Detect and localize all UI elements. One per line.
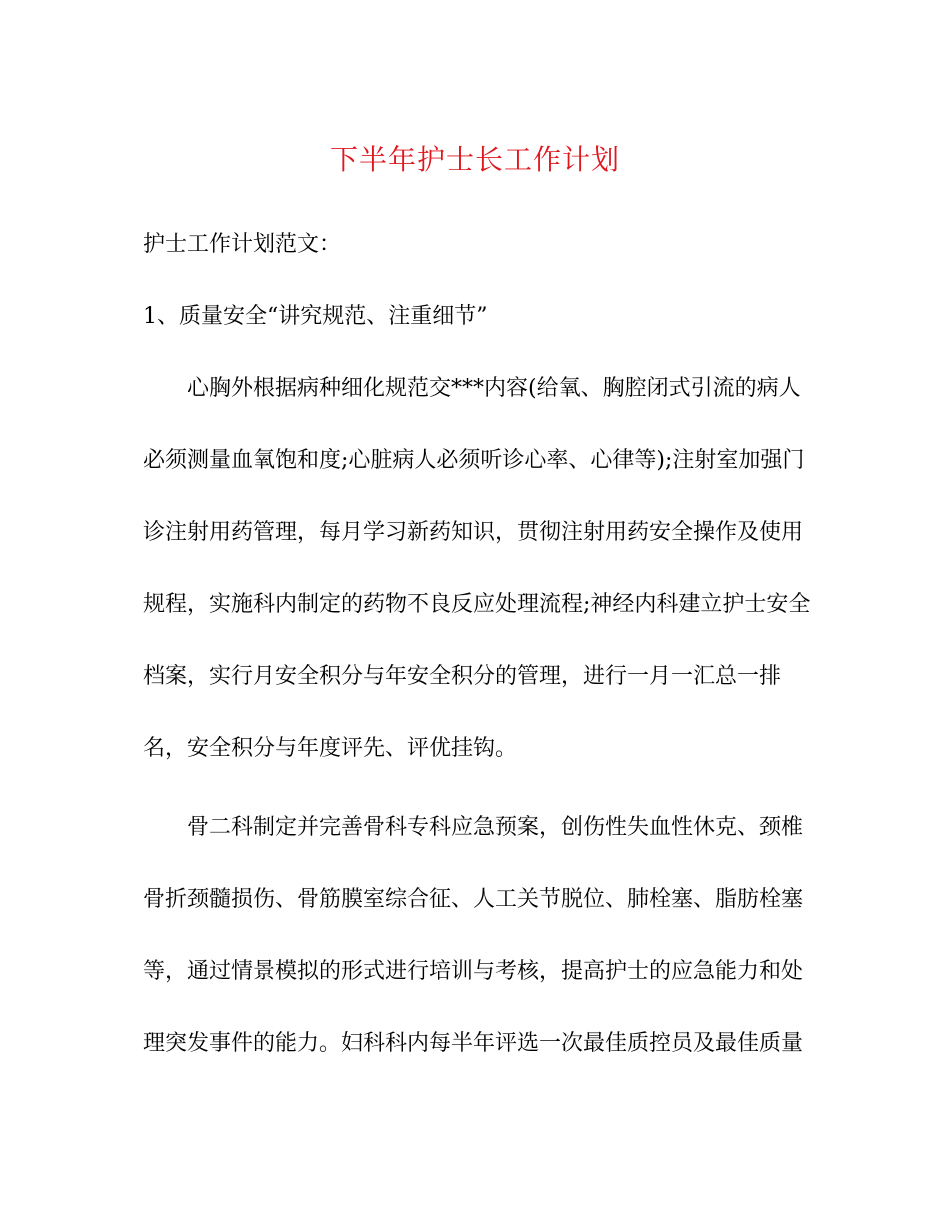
paragraph-1-line-4: 规程，实施科内制定的药物不良反应处理流程;神经内科建立护士安全 bbox=[143, 592, 811, 617]
paragraph-1-line-1: 心胸外根据病种细化规范交***内容(给氧、胸腔闭式引流的病人 bbox=[187, 376, 801, 401]
paragraph-2-line-4: 理突发事件的能力。妇科科内每半年评选一次最佳质控员及最佳质量 bbox=[143, 1031, 804, 1056]
paragraph-2-line-1: 骨二科制定并完善骨科专科应急预案，创伤性失血性休克、颈椎 bbox=[187, 815, 804, 840]
document-title: 下半年护士长工作计划 bbox=[329, 143, 620, 176]
paragraph-1-line-6: 名，安全积分与年度评先、评优挂钩。 bbox=[143, 736, 518, 761]
paragraph-2-line-3: 等，通过情景模拟的形式进行培训与考核，提高护士的应急能力和处 bbox=[143, 959, 804, 984]
paragraph-1-line-3: 诊注射用药管理，每月学习新药知识，贯彻注射用药安全操作及使用 bbox=[143, 520, 804, 545]
paragraph-1-line-2: 必须测量血氧饱和度;心脏病人必须听诊心率、心律等);注射室加强门 bbox=[143, 448, 805, 473]
paragraph-1-line-5: 档案，实行月安全积分与年安全积分的管理，进行一月一汇总一排 bbox=[143, 664, 782, 689]
intro-text: 护士工作计划范文： bbox=[143, 232, 342, 257]
paragraph-2-line-2: 骨折颈髓损伤、骨筋膜室综合征、人工关节脱位、肺栓塞、脂肪栓塞 bbox=[143, 887, 804, 912]
section-heading: 1、质量安全“讲究规范、注重细节” bbox=[143, 304, 488, 329]
